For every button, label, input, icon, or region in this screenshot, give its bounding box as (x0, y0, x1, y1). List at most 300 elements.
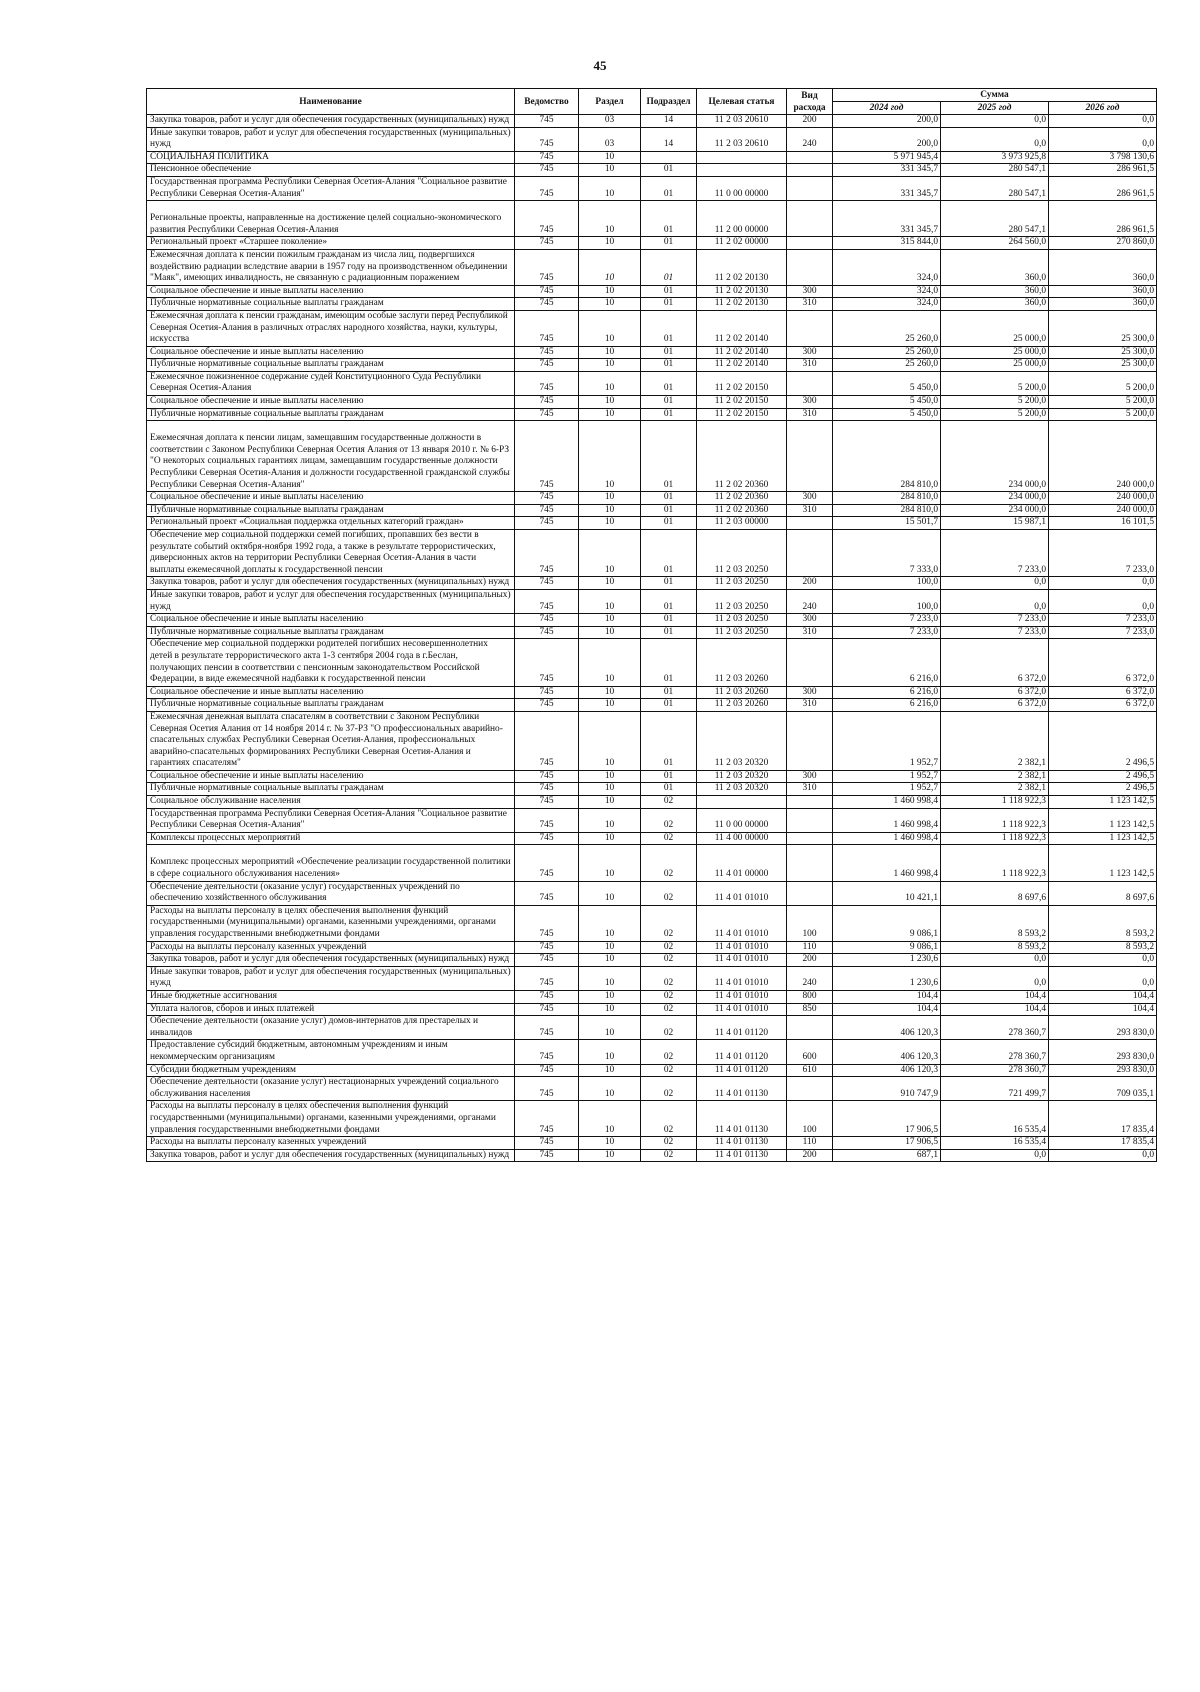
row-sum-2026-cell: 240 000,0 (1049, 504, 1157, 517)
table-row (147, 639, 1157, 686)
row-sum-2026-cell: 240 000,0 (1049, 421, 1157, 492)
row-razdel-cell: 10 (579, 905, 641, 941)
row-sum-2025-cell: 278 360,7 (941, 1016, 1049, 1040)
header-summa: Сумма (833, 89, 1157, 102)
row-razdel-cell: 10 (579, 1064, 641, 1077)
row-celevaya-cell: 11 2 03 20320 (697, 711, 787, 770)
row-razdel-cell: 10 (579, 1003, 641, 1016)
row-sum-2025-cell: 2 382,1 (941, 770, 1049, 783)
row-celevaya-cell (697, 796, 787, 809)
row-sum-2025-cell: 0,0 (941, 115, 1049, 128)
row-ved-cell: 745 (515, 517, 579, 530)
row-razdel-cell: 10 (579, 881, 641, 905)
row-sum-2025-cell: 5 200,0 (941, 396, 1049, 409)
row-name-cell: Социальное обеспечение и иные выплаты населению (147, 770, 515, 783)
row-podrazdel-cell: 02 (641, 881, 697, 905)
row-sum-2024-cell: 5 450,0 (833, 408, 941, 421)
table-row (147, 530, 1157, 577)
row-sum-2025-cell: 0,0 (941, 1149, 1049, 1162)
row-ved-cell: 745 (515, 127, 579, 151)
row-sum-2026-cell: 25 300,0 (1049, 359, 1157, 372)
table-body (147, 115, 1157, 1162)
row-vid-cell: 610 (787, 1064, 833, 1077)
row-sum-2026-cell: 7 233,0 (1049, 626, 1157, 639)
row-name-cell: Публичные нормативные социальные выплаты гражданам (147, 359, 515, 372)
row-ved-cell: 745 (515, 530, 579, 577)
row-ved-cell: 745 (515, 686, 579, 699)
row-ved-cell: 745 (515, 711, 579, 770)
row-ved-cell: 745 (515, 614, 579, 627)
table-row (147, 346, 1157, 359)
table-row (147, 796, 1157, 809)
row-sum-2025-cell: 721 499,7 (941, 1077, 1049, 1101)
row-vid-cell: 310 (787, 359, 833, 372)
row-ved-cell: 745 (515, 115, 579, 128)
row-sum-2025-cell: 6 372,0 (941, 699, 1049, 712)
row-ved-cell: 745 (515, 298, 579, 311)
row-sum-2024-cell: 9 086,1 (833, 941, 941, 954)
row-sum-2024-cell: 5 450,0 (833, 371, 941, 395)
table-row (147, 770, 1157, 783)
row-sum-2024-cell: 5 971 945,4 (833, 151, 941, 164)
row-vid-cell (787, 517, 833, 530)
row-ved-cell: 745 (515, 770, 579, 783)
row-sum-2025-cell: 25 000,0 (941, 310, 1049, 346)
row-sum-2025-cell: 7 233,0 (941, 530, 1049, 577)
row-name-cell: Социальное обеспечение и иные выплаты населению (147, 285, 515, 298)
row-vid-cell: 100 (787, 905, 833, 941)
table-row (147, 954, 1157, 967)
table-row (147, 408, 1157, 421)
row-vid-cell: 300 (787, 686, 833, 699)
row-name-cell: Закупка товаров, работ и услуг для обеспечения государственных (муниципальных) нужд (147, 115, 515, 128)
row-podrazdel-cell: 02 (641, 1016, 697, 1040)
row-celevaya-cell: 11 2 03 20260 (697, 699, 787, 712)
row-vid-cell (787, 371, 833, 395)
row-celevaya-cell: 11 2 02 20360 (697, 421, 787, 492)
row-celevaya-cell: 11 4 01 01010 (697, 966, 787, 990)
row-sum-2025-cell: 8 593,2 (941, 941, 1049, 954)
row-podrazdel-cell: 01 (641, 421, 697, 492)
row-razdel-cell: 10 (579, 589, 641, 613)
row-celevaya-cell: 11 2 02 20130 (697, 298, 787, 311)
header-celevaya: Целевая статья (697, 89, 787, 115)
row-podrazdel-cell: 02 (641, 1040, 697, 1064)
row-celevaya-cell: 11 4 01 00000 (697, 845, 787, 881)
row-podrazdel-cell: 02 (641, 905, 697, 941)
row-sum-2026-cell: 6 372,0 (1049, 686, 1157, 699)
budget-table (146, 88, 1157, 1162)
row-sum-2026-cell: 286 961,5 (1049, 164, 1157, 177)
row-celevaya-cell (697, 151, 787, 164)
row-sum-2025-cell: 234 000,0 (941, 421, 1049, 492)
row-ved-cell: 745 (515, 1077, 579, 1101)
row-podrazdel-cell: 01 (641, 408, 697, 421)
row-name-cell: Публичные нормативные социальные выплаты гражданам (147, 408, 515, 421)
row-sum-2024-cell: 910 747,9 (833, 1077, 941, 1101)
row-podrazdel-cell: 02 (641, 808, 697, 832)
row-sum-2025-cell: 6 372,0 (941, 686, 1049, 699)
row-sum-2024-cell: 9 086,1 (833, 905, 941, 941)
row-sum-2026-cell: 7 233,0 (1049, 530, 1157, 577)
row-sum-2025-cell: 7 233,0 (941, 614, 1049, 627)
row-vid-cell (787, 176, 833, 200)
table-row (147, 577, 1157, 590)
row-razdel-cell: 10 (579, 966, 641, 990)
row-sum-2026-cell: 3 798 130,6 (1049, 151, 1157, 164)
row-ved-cell: 745 (515, 408, 579, 421)
row-celevaya-cell: 11 2 03 20320 (697, 770, 787, 783)
row-razdel-cell: 03 (579, 115, 641, 128)
row-vid-cell: 240 (787, 966, 833, 990)
row-razdel-cell: 10 (579, 492, 641, 505)
row-vid-cell (787, 201, 833, 237)
row-vid-cell: 310 (787, 626, 833, 639)
table-row (147, 1016, 1157, 1040)
row-sum-2024-cell: 284 810,0 (833, 504, 941, 517)
row-podrazdel-cell (641, 151, 697, 164)
row-sum-2024-cell: 1 230,6 (833, 966, 941, 990)
row-razdel-cell: 10 (579, 408, 641, 421)
row-podrazdel-cell: 14 (641, 115, 697, 128)
row-ved-cell: 745 (515, 783, 579, 796)
table-row (147, 783, 1157, 796)
row-celevaya-cell: 11 2 03 20250 (697, 626, 787, 639)
row-sum-2026-cell: 25 300,0 (1049, 346, 1157, 359)
row-podrazdel-cell: 02 (641, 941, 697, 954)
row-sum-2024-cell: 7 233,0 (833, 626, 941, 639)
row-podrazdel-cell: 01 (641, 237, 697, 250)
row-razdel-cell: 10 (579, 941, 641, 954)
row-celevaya-cell: 11 2 02 20150 (697, 396, 787, 409)
table-row (147, 1101, 1157, 1137)
table-row (147, 176, 1157, 200)
row-razdel-cell: 10 (579, 517, 641, 530)
row-sum-2025-cell: 25 000,0 (941, 359, 1049, 372)
row-name-cell: Расходы на выплаты персоналу в целях обеспечения выполнения функций государственными (муниципальными) органами, казенными учреждениями, органами управления государственными внебюджетными фондами (147, 905, 515, 941)
row-razdel-cell: 10 (579, 626, 641, 639)
row-razdel-cell: 10 (579, 285, 641, 298)
row-sum-2024-cell: 100,0 (833, 589, 941, 613)
row-sum-2024-cell: 331 345,7 (833, 201, 941, 237)
row-name-cell: Иные бюджетные ассигнования (147, 990, 515, 1003)
page-number: 45 (593, 58, 607, 73)
row-sum-2025-cell: 6 372,0 (941, 639, 1049, 686)
row-celevaya-cell: 11 2 02 20140 (697, 359, 787, 372)
row-celevaya-cell: 11 4 01 01130 (697, 1077, 787, 1101)
row-razdel-cell: 10 (579, 298, 641, 311)
row-sum-2026-cell: 17 835,4 (1049, 1137, 1157, 1150)
row-sum-2024-cell: 1 460 998,4 (833, 808, 941, 832)
row-celevaya-cell: 11 4 01 01120 (697, 1064, 787, 1077)
table-row (147, 832, 1157, 845)
row-sum-2024-cell: 1 460 998,4 (833, 845, 941, 881)
table-row (147, 1003, 1157, 1016)
row-ved-cell: 745 (515, 845, 579, 881)
row-celevaya-cell: 11 2 02 20150 (697, 408, 787, 421)
row-sum-2026-cell: 16 101,5 (1049, 517, 1157, 530)
row-sum-2024-cell: 104,4 (833, 1003, 941, 1016)
table-row (147, 151, 1157, 164)
row-podrazdel-cell: 02 (641, 1064, 697, 1077)
row-sum-2026-cell: 7 233,0 (1049, 614, 1157, 627)
row-ved-cell: 745 (515, 285, 579, 298)
row-sum-2024-cell: 1 952,7 (833, 770, 941, 783)
row-celevaya-cell: 11 2 02 20150 (697, 371, 787, 395)
row-podrazdel-cell: 01 (641, 492, 697, 505)
row-sum-2025-cell: 1 118 922,3 (941, 796, 1049, 809)
row-sum-2026-cell: 5 200,0 (1049, 408, 1157, 421)
row-celevaya-cell: 11 0 00 00000 (697, 176, 787, 200)
row-celevaya-cell: 11 2 03 20610 (697, 127, 787, 151)
row-vid-cell: 200 (787, 1149, 833, 1162)
row-sum-2026-cell: 286 961,5 (1049, 176, 1157, 200)
table-row (147, 686, 1157, 699)
row-podrazdel-cell: 01 (641, 371, 697, 395)
row-sum-2026-cell: 360,0 (1049, 298, 1157, 311)
row-sum-2026-cell: 2 496,5 (1049, 783, 1157, 796)
row-vid-cell (787, 845, 833, 881)
row-podrazdel-cell: 01 (641, 626, 697, 639)
row-sum-2025-cell: 25 000,0 (941, 346, 1049, 359)
row-podrazdel-cell: 02 (641, 832, 697, 845)
row-sum-2024-cell: 25 260,0 (833, 346, 941, 359)
row-podrazdel-cell: 01 (641, 589, 697, 613)
row-name-cell: Уплата налогов, сборов и иных платежей (147, 1003, 515, 1016)
table-row (147, 115, 1157, 128)
row-name-cell: Расходы на выплаты персоналу казенных учреждений (147, 941, 515, 954)
row-podrazdel-cell: 02 (641, 1077, 697, 1101)
row-vid-cell: 300 (787, 285, 833, 298)
row-ved-cell: 745 (515, 966, 579, 990)
row-ved-cell: 745 (515, 1137, 579, 1150)
table-row (147, 396, 1157, 409)
row-name-cell: Ежемесячная денежная выплата спасателям в соответствии с Законом Республики Северная Осетия Алания от 14 ноября 2014 г. № 37-РЗ "О профессиональных аварийно-спасательных службах Республики Северная Осетия-Алания, профессиональных аварийно-спасательных формированиях Республики Северная Осетия-Алания и гарантиях спасателям" (147, 711, 515, 770)
row-sum-2025-cell: 2 382,1 (941, 711, 1049, 770)
row-sum-2024-cell: 25 260,0 (833, 359, 941, 372)
row-razdel-cell: 10 (579, 237, 641, 250)
row-sum-2025-cell: 1 118 922,3 (941, 832, 1049, 845)
row-sum-2026-cell: 0,0 (1049, 966, 1157, 990)
row-ved-cell: 745 (515, 832, 579, 845)
row-sum-2025-cell: 15 987,1 (941, 517, 1049, 530)
row-sum-2024-cell: 1 460 998,4 (833, 832, 941, 845)
row-podrazdel-cell: 01 (641, 783, 697, 796)
row-sum-2026-cell: 104,4 (1049, 990, 1157, 1003)
row-sum-2024-cell: 200,0 (833, 115, 941, 128)
row-vid-cell: 300 (787, 346, 833, 359)
table-row (147, 990, 1157, 1003)
row-sum-2024-cell: 324,0 (833, 249, 941, 285)
row-celevaya-cell: 11 4 01 01010 (697, 881, 787, 905)
row-ved-cell: 745 (515, 176, 579, 200)
row-ved-cell: 745 (515, 1064, 579, 1077)
row-sum-2025-cell: 16 535,4 (941, 1137, 1049, 1150)
row-name-cell: Социальное обслуживание населения (147, 796, 515, 809)
row-name-cell: Обеспечение деятельности (оказание услуг) государственных учреждений по обеспечению хозяйственного обслуживания (147, 881, 515, 905)
row-razdel-cell: 10 (579, 176, 641, 200)
row-razdel-cell: 10 (579, 530, 641, 577)
row-sum-2026-cell: 0,0 (1049, 954, 1157, 967)
row-ved-cell: 745 (515, 151, 579, 164)
row-sum-2026-cell: 1 123 142,5 (1049, 808, 1157, 832)
row-name-cell: Обеспечение мер социальной поддержки семей погибших, пропавших без вести в результате событий октября-ноября 1992 года, а также в результате террористических, диверсионных актов на территории Республики Северная Осетия-Алания в части выплаты ежемесячной доплаты к государственной пенсии (147, 530, 515, 577)
table-row (147, 589, 1157, 613)
row-ved-cell: 745 (515, 905, 579, 941)
row-sum-2026-cell: 6 372,0 (1049, 699, 1157, 712)
row-celevaya-cell: 11 2 03 20320 (697, 783, 787, 796)
row-ved-cell: 745 (515, 941, 579, 954)
row-sum-2024-cell: 324,0 (833, 285, 941, 298)
row-ved-cell: 745 (515, 359, 579, 372)
header-razdel: Раздел (579, 89, 641, 115)
row-vid-cell: 310 (787, 699, 833, 712)
row-sum-2026-cell: 293 830,0 (1049, 1040, 1157, 1064)
row-vid-cell: 310 (787, 504, 833, 517)
row-name-cell: Региональный проект «Старшее поколение» (147, 237, 515, 250)
row-celevaya-cell: 11 4 01 01130 (697, 1101, 787, 1137)
row-sum-2025-cell: 0,0 (941, 966, 1049, 990)
row-ved-cell: 745 (515, 201, 579, 237)
row-sum-2024-cell: 284 810,0 (833, 492, 941, 505)
row-sum-2026-cell: 0,0 (1049, 1149, 1157, 1162)
header-ved: Ведомство (515, 89, 579, 115)
row-sum-2024-cell: 200,0 (833, 127, 941, 151)
table-row (147, 359, 1157, 372)
row-sum-2025-cell: 0,0 (941, 127, 1049, 151)
row-celevaya-cell: 11 4 01 01010 (697, 1003, 787, 1016)
row-razdel-cell: 10 (579, 151, 641, 164)
row-vid-cell: 200 (787, 577, 833, 590)
row-vid-cell: 240 (787, 589, 833, 613)
table-row (147, 626, 1157, 639)
row-sum-2025-cell: 280 547,1 (941, 164, 1049, 177)
row-vid-cell (787, 1016, 833, 1040)
row-sum-2024-cell: 6 216,0 (833, 686, 941, 699)
row-vid-cell: 240 (787, 127, 833, 151)
row-name-cell: Государственная программа Республики Северная Осетия-Алания "Социальное развитие Республики Северная Осетия-Алания" (147, 808, 515, 832)
row-razdel-cell: 10 (579, 686, 641, 699)
row-ved-cell: 745 (515, 1003, 579, 1016)
table-row (147, 808, 1157, 832)
row-name-cell: Социальное обеспечение и иные выплаты населению (147, 492, 515, 505)
row-vid-cell (787, 530, 833, 577)
row-sum-2026-cell: 8 593,2 (1049, 905, 1157, 941)
row-sum-2026-cell: 5 200,0 (1049, 371, 1157, 395)
row-razdel-cell: 10 (579, 639, 641, 686)
row-vid-cell: 300 (787, 396, 833, 409)
row-podrazdel-cell: 02 (641, 966, 697, 990)
row-celevaya-cell: 11 4 01 01130 (697, 1149, 787, 1162)
row-sum-2024-cell: 331 345,7 (833, 164, 941, 177)
table-row (147, 164, 1157, 177)
row-ved-cell: 745 (515, 504, 579, 517)
row-sum-2025-cell: 1 118 922,3 (941, 845, 1049, 881)
row-sum-2026-cell: 0,0 (1049, 115, 1157, 128)
row-sum-2026-cell: 1 123 142,5 (1049, 832, 1157, 845)
row-sum-2024-cell: 406 120,3 (833, 1064, 941, 1077)
row-vid-cell (787, 151, 833, 164)
row-celevaya-cell: 11 4 01 01010 (697, 954, 787, 967)
row-sum-2025-cell: 8 593,2 (941, 905, 1049, 941)
row-name-cell: Публичные нормативные социальные выплаты гражданам (147, 298, 515, 311)
row-razdel-cell: 10 (579, 1137, 641, 1150)
row-sum-2026-cell: 1 123 142,5 (1049, 845, 1157, 881)
row-sum-2025-cell: 360,0 (941, 285, 1049, 298)
row-ved-cell: 745 (515, 699, 579, 712)
row-sum-2025-cell: 16 535,4 (941, 1101, 1049, 1137)
table-row (147, 517, 1157, 530)
row-sum-2025-cell: 280 547,1 (941, 201, 1049, 237)
row-celevaya-cell: 11 2 03 20250 (697, 589, 787, 613)
row-razdel-cell: 10 (579, 796, 641, 809)
row-ved-cell: 745 (515, 164, 579, 177)
row-ved-cell: 745 (515, 396, 579, 409)
row-podrazdel-cell: 01 (641, 359, 697, 372)
row-name-cell: Ежемесячное пожизненное содержание судей Конституционного Суда Республики Северная Осетия-Алания (147, 371, 515, 395)
row-sum-2024-cell: 331 345,7 (833, 176, 941, 200)
row-podrazdel-cell: 01 (641, 249, 697, 285)
row-celevaya-cell: 11 2 00 00000 (697, 201, 787, 237)
row-vid-cell: 110 (787, 1137, 833, 1150)
row-celevaya-cell: 11 2 02 20360 (697, 504, 787, 517)
row-razdel-cell: 03 (579, 127, 641, 151)
row-podrazdel-cell: 01 (641, 530, 697, 577)
row-sum-2024-cell: 100,0 (833, 577, 941, 590)
row-celevaya-cell: 11 2 02 20130 (697, 249, 787, 285)
row-ved-cell: 745 (515, 990, 579, 1003)
row-name-cell: Социальное обеспечение и иные выплаты населению (147, 686, 515, 699)
row-razdel-cell: 10 (579, 396, 641, 409)
row-razdel-cell: 10 (579, 504, 641, 517)
row-ved-cell: 745 (515, 796, 579, 809)
row-vid-cell (787, 164, 833, 177)
row-razdel-cell: 10 (579, 577, 641, 590)
header-year-2025: 2025 год (941, 102, 1049, 115)
row-sum-2024-cell: 687,1 (833, 1149, 941, 1162)
row-celevaya-cell: 11 4 01 01130 (697, 1137, 787, 1150)
row-name-cell: Социальное обеспечение и иные выплаты населению (147, 396, 515, 409)
row-ved-cell: 745 (515, 626, 579, 639)
row-name-cell: Региональный проект «Социальная поддержка отдельных категорий граждан» (147, 517, 515, 530)
row-razdel-cell: 10 (579, 1016, 641, 1040)
row-sum-2026-cell: 17 835,4 (1049, 1101, 1157, 1137)
row-sum-2024-cell: 6 216,0 (833, 699, 941, 712)
row-sum-2024-cell: 25 260,0 (833, 310, 941, 346)
table-row (147, 699, 1157, 712)
row-vid-cell: 200 (787, 954, 833, 967)
row-vid-cell: 300 (787, 770, 833, 783)
row-sum-2024-cell: 6 216,0 (833, 639, 941, 686)
row-sum-2026-cell: 1 123 142,5 (1049, 796, 1157, 809)
row-vid-cell (787, 832, 833, 845)
row-podrazdel-cell: 01 (641, 201, 697, 237)
row-name-cell: Иные закупки товаров, работ и услуг для обеспечения государственных (муниципальных) нужд (147, 589, 515, 613)
row-sum-2025-cell: 5 200,0 (941, 408, 1049, 421)
table-row (147, 1137, 1157, 1150)
row-podrazdel-cell: 01 (641, 699, 697, 712)
row-celevaya-cell: 11 4 01 01010 (697, 941, 787, 954)
row-sum-2024-cell: 7 333,0 (833, 530, 941, 577)
header-name: Наименование (147, 89, 515, 115)
row-razdel-cell: 10 (579, 770, 641, 783)
row-vid-cell (787, 639, 833, 686)
row-sum-2024-cell: 1 230,6 (833, 954, 941, 967)
row-sum-2025-cell: 104,4 (941, 1003, 1049, 1016)
row-razdel-cell: 10 (579, 990, 641, 1003)
row-celevaya-cell: 11 2 03 00000 (697, 517, 787, 530)
row-sum-2025-cell: 2 382,1 (941, 783, 1049, 796)
